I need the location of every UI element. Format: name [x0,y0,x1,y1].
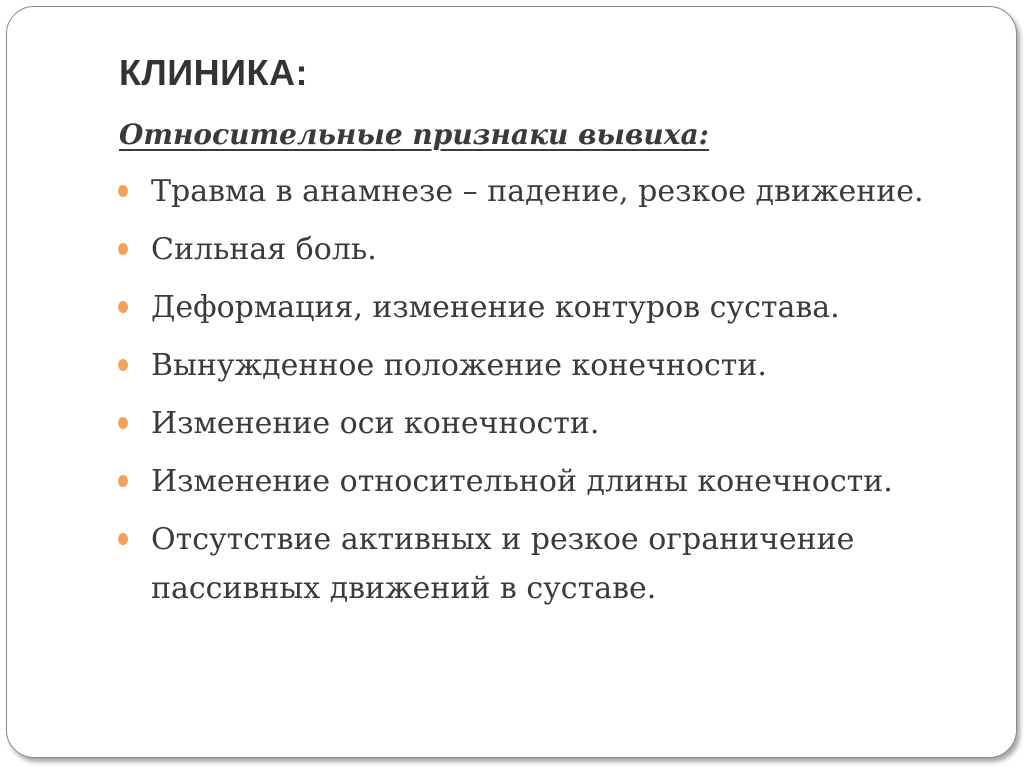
list-item [115,283,975,332]
list-item-text: Вынужденное положение конечности. [151,348,767,383]
bullet-icon [118,243,128,255]
bullet-icon [118,533,128,545]
bullet-icon [118,417,128,429]
bullet-icon [118,359,128,371]
list-item [115,515,975,613]
slide-title: КЛИНИКА: [119,52,308,93]
bullet-list [115,167,975,622]
slide-subtitle: Относительные признаки вывиха: [119,118,709,151]
slide-card [6,6,1017,758]
list-item [115,341,975,390]
list-item [115,225,975,274]
list-item-text: Изменение относительной длины конечности. [151,464,893,499]
bullet-icon [118,475,128,487]
list-item-text: Деформация, изменение контуров сустава. [151,290,840,325]
list-item-text: Сильная боль. [151,232,377,267]
list-item-text: Травма в анамнезе – падение, резкое движение. [151,174,924,209]
bullet-icon [118,185,128,197]
list-item [115,457,975,506]
list-item-text: Изменение оси конечности. [151,406,600,441]
list-item [115,399,975,448]
bullet-icon [118,301,128,313]
list-item-text: Отсутствие активных и резкое ограничение пассивных движений в суставе. [151,522,855,606]
list-item [115,167,975,216]
